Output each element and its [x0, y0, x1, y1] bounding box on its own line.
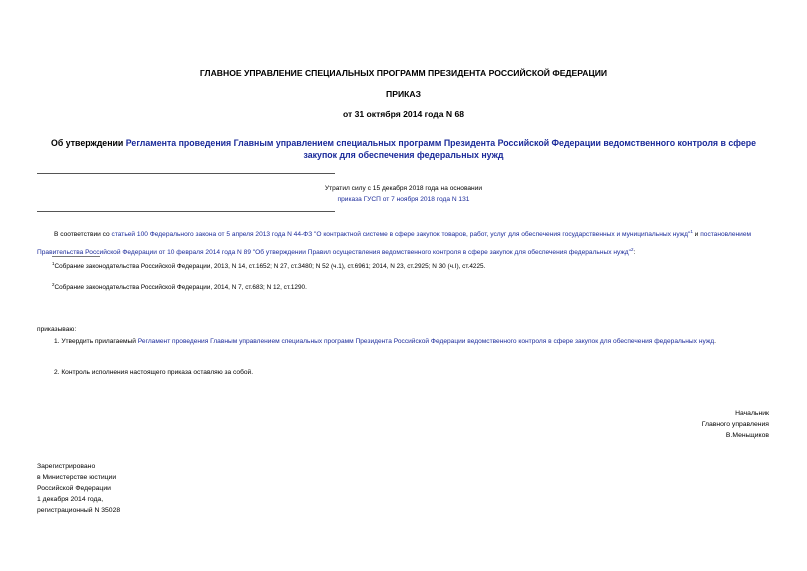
document-title	[0, 137, 807, 161]
order-item-1-prefix: 1. Утвердить прилагаемый	[54, 338, 138, 345]
reglament-link[interactable]: Регламент проведения Главным управлением специальных программ Президента Российской Федерации ведомственного контроля в сфере закупок для обеспечения федеральных	[137, 338, 697, 345]
divider-bottom	[37, 211, 335, 212]
signature-block	[702, 408, 769, 441]
status-link[interactable]: приказа ГУСП от 7 ноября 2018 года N 131	[337, 196, 470, 203]
footnote-1-text: Собрание законодательства Российской Федерации, 2013, N 14, ст.1652; N 27, ст.3480; N 52 (ч.1), ст.6961; 2014, N 23, ст.2925; N 30 (ч.I), ст.4225.	[54, 263, 486, 271]
order-item-1	[37, 336, 772, 347]
preamble-text-1: В соответствии со	[54, 231, 112, 239]
signature-name: В.Меньщиков	[725, 432, 769, 439]
title-prefix: Об утверждении	[51, 138, 126, 148]
footnote-ref-2[interactable]: 2	[631, 247, 634, 253]
document-type: ПРИКАЗ	[386, 89, 421, 99]
registration-line-3: Российской Федерации	[37, 485, 111, 492]
footnote-ref-1[interactable]: 1	[690, 229, 693, 234]
preamble-text-2: и	[692, 231, 699, 239]
signature-position: Начальник	[735, 410, 769, 417]
footnote-1	[52, 261, 752, 270]
preamble-paragraph	[37, 224, 772, 260]
footnote-1-mark: 1	[52, 261, 55, 266]
title-link-continued[interactable]: закупок для обеспечения федеральных нужд	[303, 150, 504, 160]
registration-line-4: 1 декабря 2014 года,	[37, 496, 104, 503]
signature-department: Главного управления	[701, 421, 769, 428]
organization-name: ГЛАВНОЕ УПРАВЛЕНИЕ СПЕЦИАЛЬНЫХ ПРОГРАММ ПРЕЗИДЕНТА РОССИЙСКОЙ ФЕДЕРАЦИИ	[199, 68, 608, 78]
title-link[interactable]: Регламента проведения Главным управлением специальных программ Президента Российской Федерации ведомственного контроля в сфере	[125, 138, 756, 148]
footnote-2-mark: 2	[52, 282, 55, 287]
order-item-2: 2. Контроль исполнения настоящего приказа оставляю за собой.	[54, 369, 254, 376]
footnote-divider	[52, 256, 100, 257]
registration-line-5: регистрационный N 35028	[37, 507, 121, 514]
federal-law-link[interactable]: статьей 100 Федерального закона от 5 апреля 2013 года N 44-ФЗ "О контрактной системе в сфере закупок товаров, работ, услуг для обеспечения государственных и муниципальных нужд"	[111, 231, 691, 239]
preamble-text-3: :	[633, 249, 636, 257]
footnote-2	[52, 282, 752, 291]
registration-line-2: в Министерстве юстиции	[37, 474, 117, 481]
footnote-2-text: Собрание законодательства Российской Федерации, 2014, N 7, ст.683; N 12, ст.1290.	[54, 284, 307, 292]
document-date: от 31 октября 2014 года N 68	[342, 109, 465, 119]
status-text: Утратил силу с 15 декабря 2018 года на основании	[324, 185, 483, 192]
order-item-1-end: .	[714, 338, 716, 345]
reglament-link-continued[interactable]: нужд	[698, 338, 715, 345]
government-decree-link[interactable]: постановлением Правительства Российской Федерации от 10 февраля 2014 года N 89 "Об утверждении Правил осуществления ведомственного контроля в сфере закупок для обеспечения федеральных нужд"	[37, 231, 752, 257]
registration-block	[37, 461, 120, 516]
order-verb: приказываю:	[37, 326, 77, 333]
registration-line-1: Зарегистрировано	[37, 463, 96, 470]
divider-top	[37, 173, 335, 174]
status-note	[0, 183, 807, 205]
